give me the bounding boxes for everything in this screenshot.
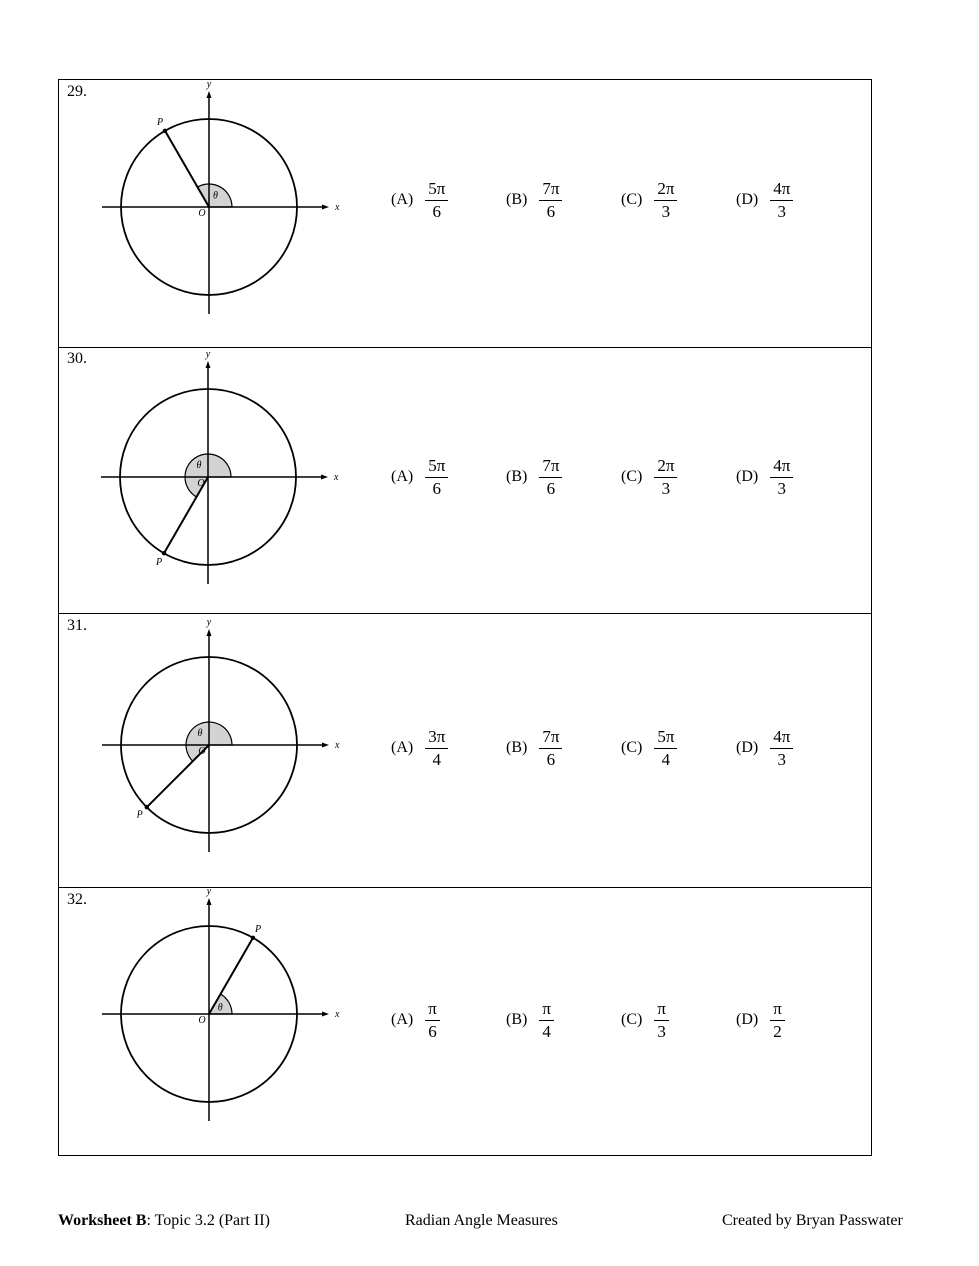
choice-letter: (B) <box>506 1011 528 1029</box>
numerator: 5π <box>425 457 448 478</box>
theta-label: θ <box>213 190 218 202</box>
theta-label: θ <box>217 1002 223 1014</box>
worksheet-grid <box>58 79 872 1156</box>
numerator: 4π <box>770 457 793 478</box>
question-row-31 <box>58 614 872 888</box>
choice-letter: (D) <box>736 739 759 757</box>
fraction <box>539 180 562 221</box>
choice-b[interactable] <box>506 457 621 498</box>
y-axis-arrow <box>207 629 212 636</box>
origin-label: O <box>198 208 206 219</box>
footer-worksheet-bold: Worksheet B <box>58 1212 147 1229</box>
denominator: 4 <box>432 749 442 769</box>
numerator: π <box>770 1000 785 1021</box>
fraction <box>539 457 562 498</box>
choice-letter: (B) <box>506 468 528 486</box>
terminal-ray <box>209 938 253 1014</box>
y-axis-label: y <box>206 888 212 897</box>
denominator: 6 <box>428 1021 437 1041</box>
choice-d[interactable] <box>736 457 851 498</box>
question-number: 29. <box>67 83 87 100</box>
numerator: 7π <box>539 728 562 749</box>
point-p-dot <box>163 129 167 133</box>
numerator: 4π <box>770 180 793 201</box>
x-axis-label: x <box>335 1009 340 1020</box>
denominator: 3 <box>777 749 787 769</box>
fraction <box>770 457 793 498</box>
x-axis-arrow <box>322 205 329 210</box>
numerator: 2π <box>654 457 677 478</box>
point-p-label: P <box>136 809 143 821</box>
choice-letter: (C) <box>621 739 643 757</box>
choice-letter: (D) <box>736 1011 759 1029</box>
unit-circle-figure <box>89 347 359 613</box>
question-number: 32. <box>67 891 87 908</box>
fraction <box>654 728 677 769</box>
answer-choices <box>391 457 851 498</box>
question-row-29 <box>58 79 872 348</box>
denominator: 3 <box>777 201 787 221</box>
x-axis-label: x <box>334 472 339 483</box>
x-axis-arrow <box>322 743 329 748</box>
numerator: π <box>539 1000 554 1021</box>
numerator: 5π <box>425 180 448 201</box>
footer-title: Radian Angle Measures <box>405 1212 558 1229</box>
fraction <box>654 180 677 221</box>
y-axis-label: y <box>206 80 212 90</box>
question-row-32 <box>58 888 872 1156</box>
choice-letter: (B) <box>506 739 528 757</box>
choice-c[interactable] <box>621 180 736 221</box>
denominator: 6 <box>546 749 556 769</box>
numerator: 7π <box>539 180 562 201</box>
fraction <box>654 1000 669 1041</box>
choice-letter: (C) <box>621 1011 643 1029</box>
fraction <box>425 1000 440 1041</box>
fraction <box>539 1000 554 1041</box>
y-axis-arrow <box>207 91 212 98</box>
choice-b[interactable] <box>506 180 621 221</box>
x-axis-label: x <box>335 740 340 751</box>
choice-b[interactable] <box>506 1000 621 1041</box>
footer-author: Created by Bryan Passwater <box>722 1212 903 1229</box>
choice-letter: (A) <box>391 191 414 209</box>
denominator: 4 <box>542 1021 551 1041</box>
choice-letter: (D) <box>736 468 759 486</box>
choice-letter: (A) <box>391 739 414 757</box>
choice-c[interactable] <box>621 457 736 498</box>
fraction <box>770 728 793 769</box>
denominator: 6 <box>432 201 442 221</box>
x-axis-arrow <box>322 1012 329 1017</box>
point-p-label: P <box>155 556 163 568</box>
footer-topic: : Topic 3.2 (Part II) <box>146 1212 270 1229</box>
y-axis-arrow <box>207 898 212 905</box>
theta-label: θ <box>197 728 203 739</box>
y-axis-label: y <box>206 617 212 628</box>
denominator: 6 <box>546 478 556 498</box>
choice-letter: (D) <box>736 191 759 209</box>
choice-c[interactable] <box>621 728 736 769</box>
unit-circle-figure <box>89 80 359 347</box>
fraction <box>425 728 448 769</box>
denominator: 3 <box>777 478 787 498</box>
choice-a[interactable] <box>391 1000 506 1041</box>
choice-a[interactable] <box>391 457 506 498</box>
denominator: 3 <box>657 1021 666 1041</box>
choice-c[interactable] <box>621 1000 736 1041</box>
fraction <box>770 1000 785 1041</box>
x-axis-arrow <box>321 475 328 480</box>
numerator: 5π <box>654 728 677 749</box>
choice-a[interactable] <box>391 728 506 769</box>
numerator: π <box>654 1000 669 1021</box>
choice-d[interactable] <box>736 1000 851 1041</box>
point-p-dot <box>145 805 149 809</box>
origin-label: O <box>198 746 206 757</box>
unit-circle-figure <box>89 614 359 887</box>
origin-label: O <box>197 478 205 489</box>
answer-choices <box>391 1000 851 1041</box>
fraction <box>425 457 448 498</box>
question-number: 31. <box>67 617 87 634</box>
numerator: 7π <box>539 457 562 478</box>
y-axis-label: y <box>205 349 211 360</box>
point-p-label: P <box>156 117 164 129</box>
choice-letter: (C) <box>621 468 643 486</box>
numerator: 2π <box>654 180 677 201</box>
question-number: 30. <box>67 350 87 367</box>
fraction <box>770 180 793 221</box>
choice-d[interactable] <box>736 180 851 221</box>
denominator: 6 <box>546 201 556 221</box>
numerator: 4π <box>770 728 793 749</box>
numerator: 3π <box>425 728 448 749</box>
choice-letter: (B) <box>506 191 528 209</box>
denominator: 3 <box>661 478 671 498</box>
choice-letter: (A) <box>391 468 414 486</box>
denominator: 4 <box>661 749 671 769</box>
point-p-dot <box>251 936 255 940</box>
numerator: π <box>425 1000 440 1021</box>
question-row-30 <box>58 347 872 614</box>
terminal-ray <box>165 131 209 207</box>
unit-circle-figure <box>89 888 359 1155</box>
origin-label: O <box>198 1015 206 1026</box>
answer-choices <box>391 728 851 769</box>
theta-label: θ <box>196 460 202 471</box>
choice-d[interactable] <box>736 728 851 769</box>
choice-b[interactable] <box>506 728 621 769</box>
denominator: 2 <box>773 1021 782 1041</box>
answer-choices <box>391 180 851 221</box>
fraction <box>654 457 677 498</box>
choice-a[interactable] <box>391 180 506 221</box>
fraction <box>425 180 448 221</box>
x-axis-label: x <box>335 202 340 213</box>
y-axis-arrow <box>206 361 211 368</box>
choice-letter: (C) <box>621 191 643 209</box>
denominator: 3 <box>661 201 671 221</box>
choice-letter: (A) <box>391 1011 414 1029</box>
footer-worksheet <box>58 1212 270 1230</box>
point-p-label: P <box>254 924 262 936</box>
denominator: 6 <box>432 478 442 498</box>
point-p-dot <box>162 551 166 555</box>
fraction <box>539 728 562 769</box>
